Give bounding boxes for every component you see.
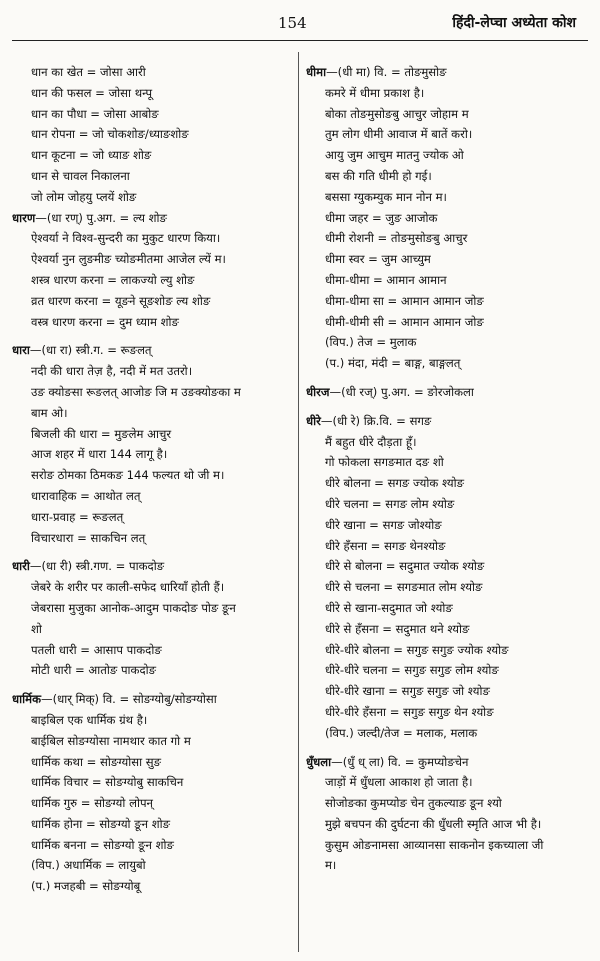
page-header (0, 0, 600, 44)
entry-line: धीरे से चलना = सगङमात लोम श्योङ (325, 580, 483, 595)
entry-line: मोटी धारी = आतोङ पाकदोङ (31, 663, 156, 678)
entry-line: सरोङ ठोमका ठिमकङ 144 फल्यत थो जी म। (31, 468, 225, 483)
entry-line: धीमा-धीमा = आमान आमान (325, 272, 447, 287)
entry-line: शस्त्र धारण करना = लाकज्यो ल्यु शोङ (31, 272, 195, 287)
entry-line: जाड़ों में धुँधला आकाश हो जाता है। (325, 775, 473, 790)
entry-line: धीरे-धीरे बोलना = सगुङ सगुङ ज्योक श्योङ (325, 642, 509, 657)
entry-line: बाईबिल सोङग्योसा नामथार कात गो म (31, 733, 191, 748)
entry-line: जेबरासा मुजुका आनोक-आदुम पाकदोङ पोङ ङून (31, 600, 236, 615)
entry-line: धान से चावल निकालना (31, 168, 130, 183)
entry-line: आयु जुम आचुम मातनु ज्योक ओ (325, 148, 464, 163)
entry-line: वस्त्र धारण करना = दुम ध्याम शोङ (31, 314, 179, 329)
headword: धीरे (306, 413, 321, 428)
entry-line: बससा ग्युकम्युक मान नोन म। (325, 189, 447, 204)
entry-line: धीरे बोलना = सगङ ज्योक श्योङ (325, 476, 464, 491)
entry-line: उङ क्योङसा रूङलत् आजोङ जि म उङक्योङका म (31, 384, 241, 399)
entry-line: धीरे खाना = सगङ जोश्योङ (325, 517, 442, 532)
entry-line: जो लोम जोहयु प्लयें शोङ (31, 189, 137, 204)
entry-line: बाम ओ। (31, 405, 68, 420)
entry-headline (306, 382, 588, 403)
entry-line: शो (31, 621, 42, 636)
entry-line: धीरे से खाना-सदुमात जो श्योङ (325, 600, 453, 615)
entry-line: (प.) मंदा, मंदी = बाङ्ग, बाङ्गलत् (325, 356, 461, 371)
headword-definition: —(धा री) स्त्री.गण. = पाकदोङ (29, 559, 165, 574)
entry-line: धार्मिक कथा = सोङग्योसा सुङ (31, 754, 162, 769)
entry-line: जेबरे के शरीर पर काली-सफेद धारियाँ होती हैं। (31, 580, 225, 595)
headword-definition: —(धा रण्) पु.अग. = ल्य शोङ (35, 210, 167, 225)
entry-line: गो फोकला सगङमात दङ शो (325, 455, 444, 470)
entry-line: आज शहर में धारा 144 लागू है। (31, 447, 168, 462)
headword: धीमा (306, 65, 327, 79)
headword-definition: —(धी मा) वि. = तोङमुसोङ (326, 65, 447, 79)
headword: धुँधला (306, 754, 332, 769)
page-number: 154 (278, 14, 307, 32)
entry-headline (306, 411, 588, 432)
entry-line: धीमा स्वर = जुम आच्युम (325, 252, 431, 267)
headword-definition: —(धी रज्) पु.अग. = ङोरजोकला (329, 384, 474, 399)
headword: धारण (12, 210, 36, 225)
entry-line: धान का पौधा = जोसा आबोङ (31, 106, 159, 121)
entry-line: मुझे बचपन की दुर्घटना की धुँधली स्मृति आज भी है। (325, 816, 542, 831)
entry-line: धान का खेत = जोसा आरी (31, 65, 146, 79)
entry-line: (विप.) जल्दी/तेज = मलाक, मलाक (325, 725, 478, 740)
headword: धारा (12, 343, 30, 358)
entry-line: धान की फसल = जोसा थन्पू (31, 85, 153, 100)
entry-line: धार्मिक होना = सोङग्यो ङून शोङ (31, 816, 171, 831)
entry-headline (306, 752, 588, 773)
entry-line: मैं बहुत धीरे दौड़ता हूँ। (325, 434, 417, 449)
entry-line: धीरे-धीरे चलना = सगुङ सगुङ लोम श्योङ (325, 663, 499, 678)
entry-line: धान कूटना = जो ध्याङ शोङ (31, 148, 152, 163)
entry-line: बाइबिल एक धार्मिक ग्रंथ है। (31, 712, 148, 727)
entry-line: धीरे-धीरे हँसना = सगुङ सगुङ थेन श्योङ (325, 704, 494, 719)
headword-definition: —(धी रे) क्रि.वि. = सगङ (320, 413, 432, 428)
entry-headline (12, 340, 294, 361)
headword-definition: —(धार् मिक्) वि. = सोङग्योबु/सोङग्योसा (40, 692, 217, 707)
headword: धारी (12, 559, 30, 574)
right-column (306, 62, 588, 876)
column-divider (298, 52, 299, 952)
entry-line: ऐश्वर्या नुन लुङमीङ च्योङमीतमा आजेल ल्यें म। (31, 252, 226, 267)
entry-line: ऐश्वर्या ने विश्व-सुन्दरी का मुकुट धारण किया। (31, 231, 221, 246)
entry-line: धारावाहिक = आथोत लत् (31, 488, 141, 503)
entry-line: नदी की धारा तेज़ है, नदी में मत उतरो। (31, 364, 193, 379)
entry-line: (प.) मजहबी = सोङग्योबू (31, 879, 141, 894)
headword: धार्मिक (12, 692, 41, 707)
entry-line: धीरे चलना = सगङ लोम श्योङ (325, 496, 455, 511)
entry-line: धीमा जहर = जुङ आजोक (325, 210, 438, 225)
entry-headline (12, 556, 294, 577)
entry-line: व्रत धारण करना = यूङने सूङशोङ ल्य शोङ (31, 293, 211, 308)
entry-line: सोजोङका कुमप्योङ चेन तुकल्याङ ङून श्यो (325, 796, 502, 811)
entry-headline (12, 689, 294, 710)
entry-line: धीरे-धीरे खाना = सगुङ सगुङ जो श्योङ (325, 684, 490, 699)
entry-line: धार्मिक गुरु = सोङग्यो लोपन् (31, 796, 153, 811)
entry-line: धीरे हँसना = सगङ थेनश्योङ (325, 538, 446, 553)
entry-line: बस की गति धीमी हो गई। (325, 168, 432, 183)
entry-headline (306, 62, 588, 83)
headword: धीरज (306, 384, 330, 399)
left-column (12, 62, 294, 897)
entry-line: धीरे से बोलना = सदुमात ज्योक श्योङ (325, 559, 485, 574)
entry-line: धीमी रोशनी = तोङमुसोङबु आचुर (325, 231, 468, 246)
header-rule (12, 40, 588, 41)
entry-line: धारा-प्रवाह = रूङलत् (31, 509, 124, 524)
entry-line: पतली धारी = आसाप पाकदोङ (31, 642, 162, 657)
entry-line: कमरे में धीमा प्रकाश है। (325, 85, 425, 100)
entry-line: धार्मिक विचार = सोङग्योबु साकचिन (31, 775, 184, 790)
entry-line: म। (325, 858, 337, 873)
entry-line: तुम लोग धीमी आवाज में बातें करो। (325, 127, 473, 142)
entry-line: विचारधारा = साकचिन लत् (31, 530, 146, 545)
entry-headline (12, 208, 294, 229)
entry-line: (विप.) अधार्मिक = लायुबो (31, 858, 146, 873)
entry-line: धीमा-धीमा सा = आमान आमान जोङ (325, 293, 484, 308)
entry-line: धीमी-धीमी सी = आमान आमान जोङ (325, 314, 484, 329)
entry-line: कुसुम ओङनामसा आव्यानसा साकनोन इकच्याला जी (325, 837, 544, 852)
entry-line: धान रोपना = जो चोकशोङ/ध्याङशोङ (31, 127, 189, 142)
entry-line: धार्मिक बनना = सोङग्यो ङून शोङ (31, 837, 174, 852)
entry-line: (विप.) तेज = मुलाक (325, 335, 417, 350)
book-title: हिंदी-लेप्चा अध्येता कोश (452, 15, 576, 31)
entry-line: धीरे से हँसना = सदुमात थने श्योङ (325, 621, 470, 636)
headword-definition: —(धुँ ध् ला) वि. = कुमप्योङचेन (331, 754, 469, 769)
entry-line: बिजली की धारा = मुङलेम आचुर (31, 426, 172, 441)
entry-line: बोका तोङमुसोङबु आचुर जोहाम म (325, 106, 469, 121)
headword-definition: —(धा रा) स्त्री.ग. = रूङलत् (29, 343, 152, 358)
